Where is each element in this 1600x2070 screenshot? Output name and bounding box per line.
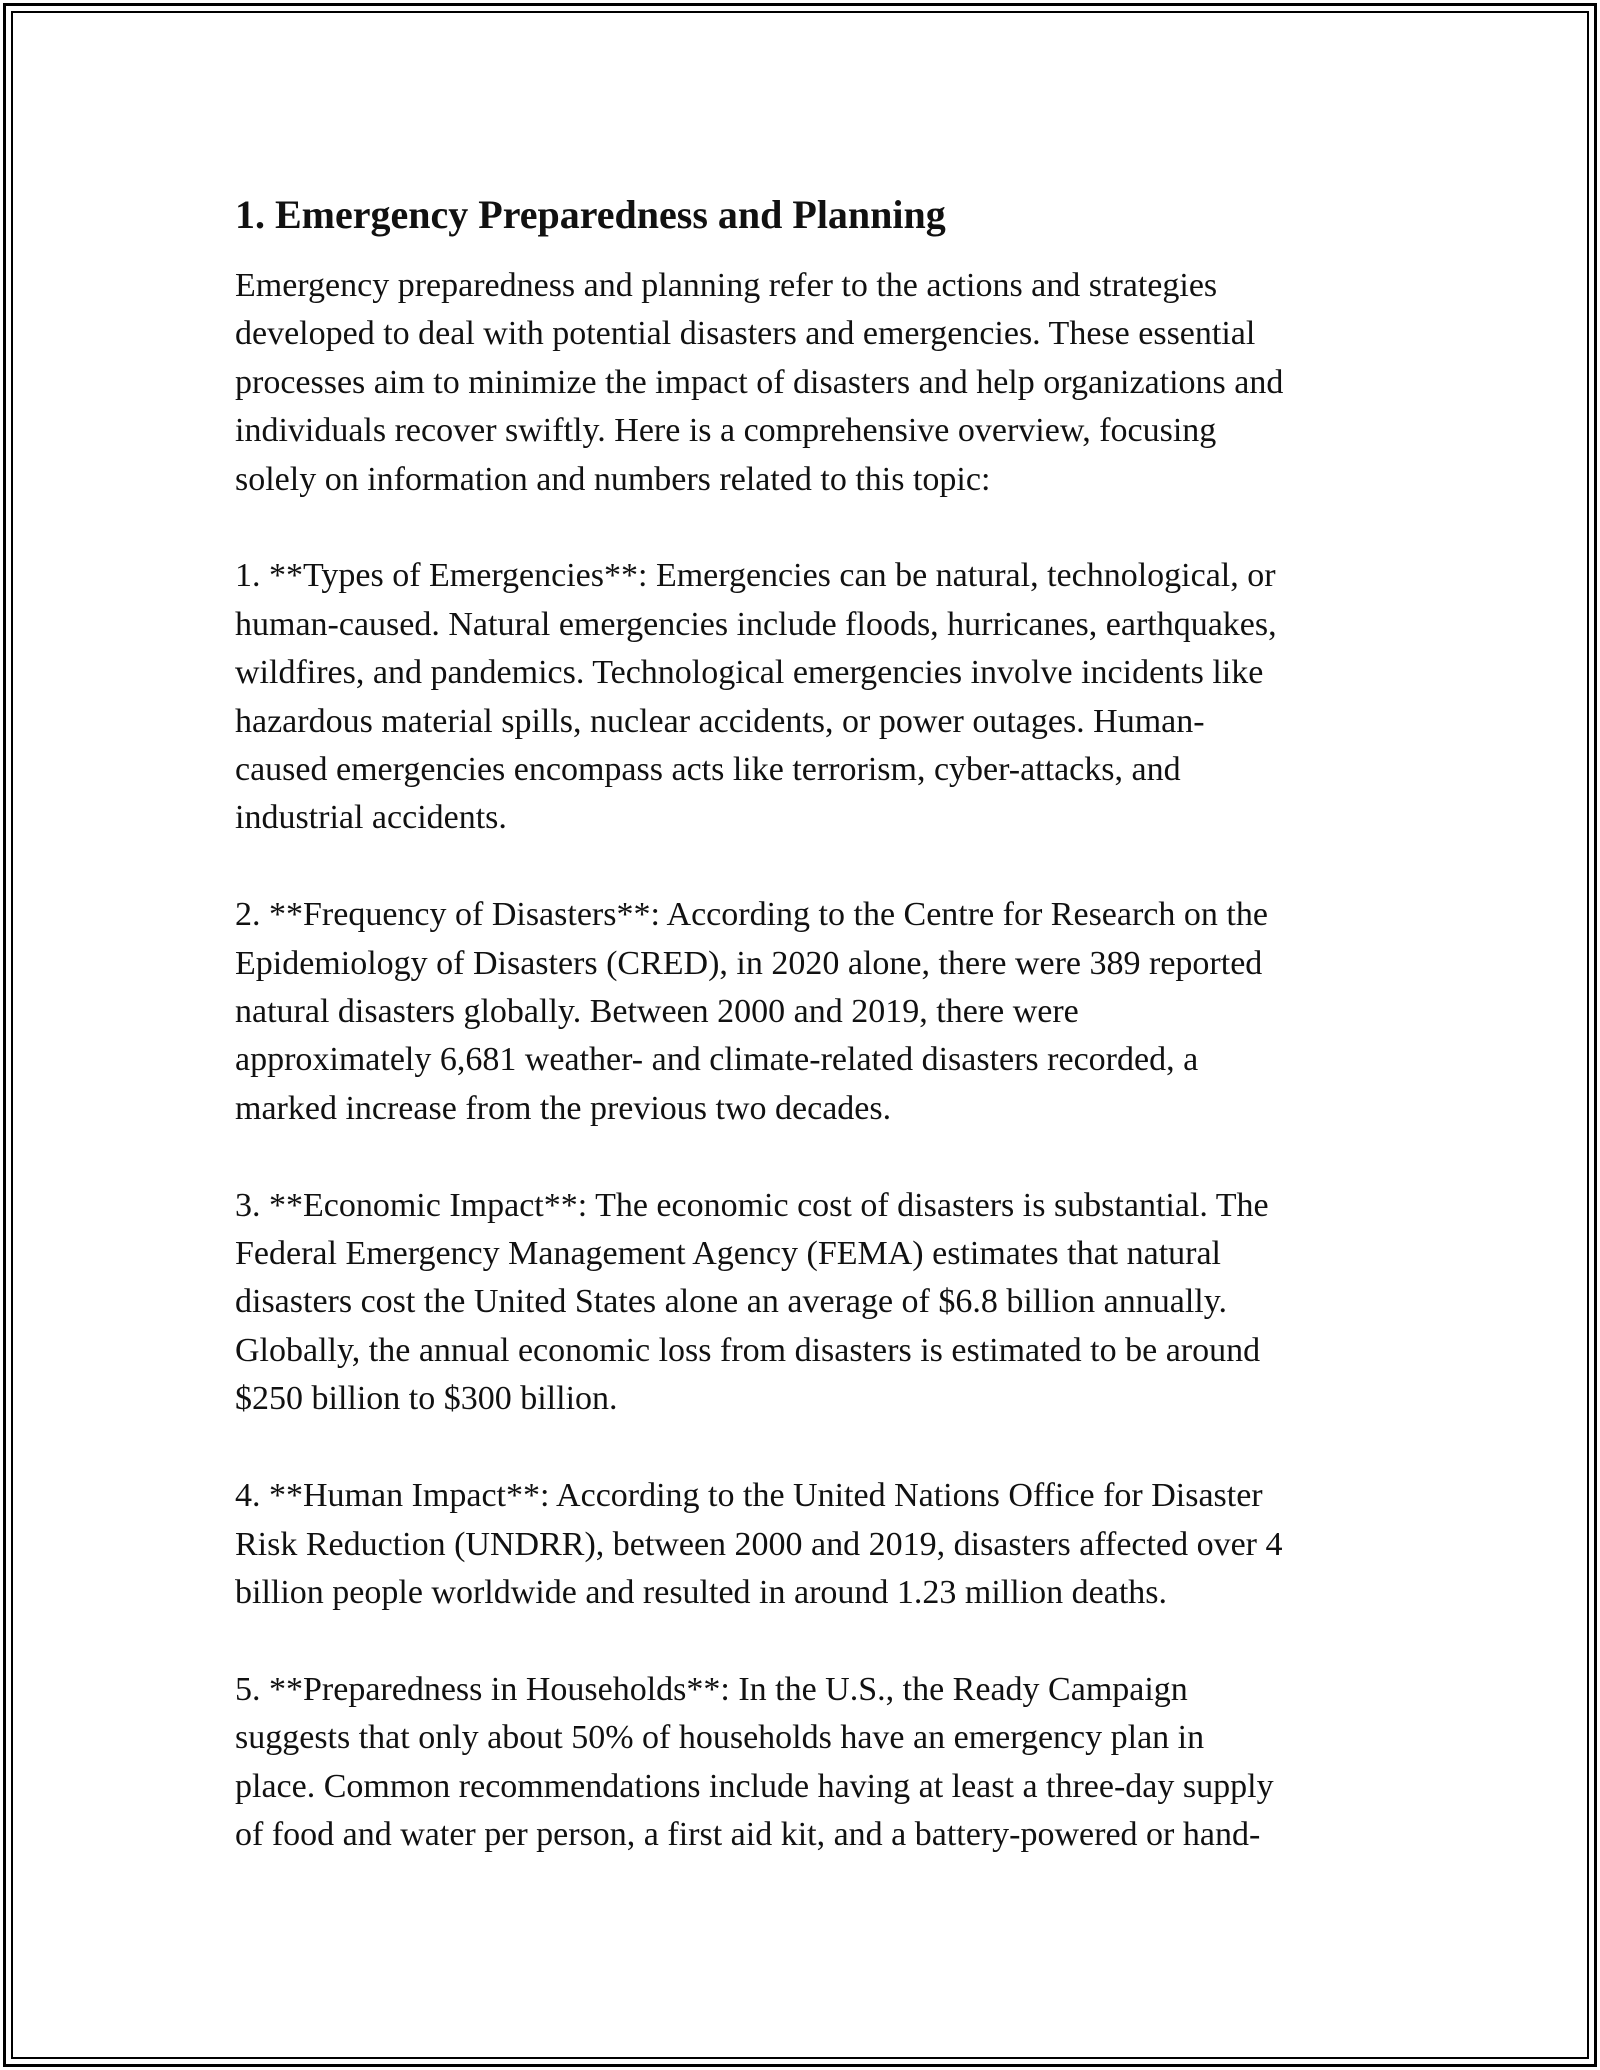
text-line: Federal Emergency Management Agency (FEMA) estimates that natural	[235, 1235, 1221, 1273]
text-line: caused emergencies encompass acts like terrorism, cyber-attacks, and	[235, 751, 1181, 789]
text-line: Risk Reduction (UNDRR), between 2000 and 2019, disasters affected over 4	[235, 1525, 1283, 1563]
text-line: Epidemiology of Disasters (CRED), in 2020 alone, there were 389 reported	[235, 944, 1263, 982]
paragraph-list	[235, 262, 1385, 1859]
text-line: billion people worldwide and resulted in around 1.23 million deaths.	[235, 1573, 1167, 1611]
text-line: hazardous material spills, nuclear accidents, or power outages. Human-	[235, 702, 1205, 740]
text-line: 2. **Frequency of Disasters**: According to the Centre for Research on the	[235, 896, 1268, 934]
text-line: approximately 6,681 weather- and climate-related disasters recorded, a	[235, 1041, 1199, 1079]
text-line: 4. **Human Impact**: According to the United Nations Office for Disaster	[235, 1477, 1263, 1515]
list-item-paragraph	[235, 891, 1385, 1133]
list-item-paragraph	[235, 1472, 1385, 1617]
text-line: suggests that only about 50% of households have an emergency plan in	[235, 1719, 1205, 1757]
text-line: developed to deal with potential disasters and emergencies. These essential	[235, 315, 1256, 353]
text-line: of food and water per person, a first aid kit, and a battery-powered or hand-	[235, 1815, 1261, 1853]
text-line: 3. **Economic Impact**: The economic cost of disasters is substantial. The	[235, 1186, 1269, 1224]
text-line: Globally, the annual economic loss from disasters is estimated to be around	[235, 1331, 1261, 1369]
text-line: industrial accidents.	[235, 799, 507, 837]
list-item-paragraph	[235, 552, 1385, 842]
text-line: 5. **Preparedness in Households**: In the U.S., the Ready Campaign	[235, 1670, 1188, 1708]
text-line: marked increase from the previous two decades.	[235, 1089, 892, 1127]
text-line: processes aim to minimize the impact of disasters and help organizations and	[235, 363, 1284, 401]
text-line: solely on information and numbers related to this topic:	[235, 460, 991, 498]
text-line: Emergency preparedness and planning refer to the actions and strategies	[235, 267, 1218, 304]
text-line: individuals recover swiftly. Here is a comprehensive overview, focusing	[235, 412, 1217, 450]
text-line: disasters cost the United States alone an average of $6.8 billion annually.	[235, 1283, 1228, 1321]
text-line: human-caused. Natural emergencies include floods, hurricanes, earthquakes,	[235, 605, 1277, 643]
text-line: $250 billion to $300 billion.	[235, 1380, 618, 1418]
intro-paragraph	[235, 262, 1385, 504]
section-heading: 1. Emergency Preparedness and Planning	[235, 192, 946, 237]
text-line: place. Common recommendations include having at least a three-day supply	[235, 1767, 1274, 1805]
text-line: natural disasters globally. Between 2000 and 2019, there were	[235, 993, 1079, 1031]
document-body	[235, 188, 1385, 1908]
list-item-paragraph	[235, 1666, 1385, 1860]
text-line: 1. **Types of Emergencies**: Emergencies can be natural, technological, or	[235, 557, 1276, 595]
text-line: wildfires, and pandemics. Technological emergencies involve incidents like	[235, 654, 1264, 692]
list-item-paragraph	[235, 1182, 1385, 1424]
